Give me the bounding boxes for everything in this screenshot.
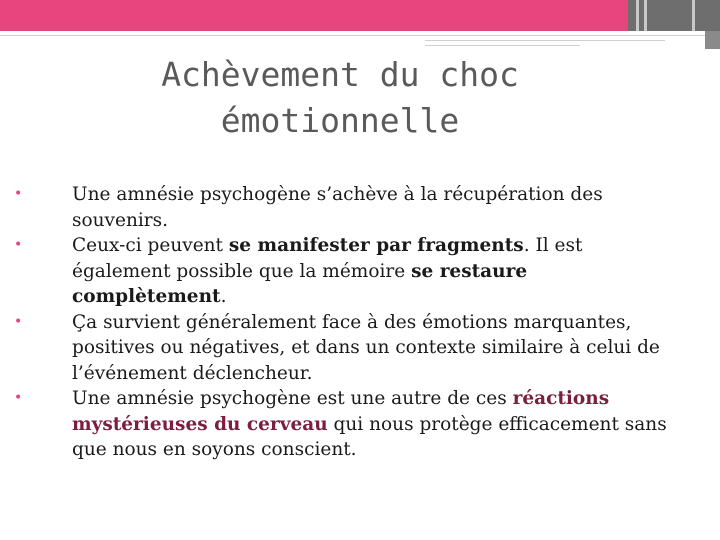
slide-title-line-2: émotionnelle: [220, 101, 460, 140]
header-accent-bar: [0, 0, 628, 31]
bullet-item: [14, 182, 684, 233]
bullet-dot-icon: •: [14, 390, 23, 406]
bullet-item: [14, 233, 684, 310]
slide-title-line-1: Achèvement du choc: [161, 55, 519, 94]
header-rule: [425, 40, 665, 41]
bullet-text-segment: Une amnésie psychogène est une autre de ces: [72, 388, 513, 409]
bullet-dot-icon: •: [14, 186, 23, 202]
slide-title: [60, 52, 620, 144]
header-rule: [425, 45, 580, 46]
header-corner-strip: [705, 31, 720, 49]
bullet-text-segment: Ceux-ci peuvent: [72, 235, 229, 256]
bullet-dot-icon: •: [14, 237, 23, 253]
bullet-text-segment: réactions mystérieuses du cerveau: [72, 388, 610, 435]
bullet-text-segment: .: [220, 286, 227, 307]
bullet-text-segment: . Il est également possible que la mémoire: [72, 235, 583, 282]
bullet-item: [14, 386, 684, 463]
bullet-text-segment: Une amnésie psychogène s’achève à la récupération des souvenirs.: [72, 184, 603, 231]
bullet-text-segment: se manifester par fragments: [228, 235, 524, 256]
bullet-text-segment: Ça survient généralement face à des émotions marquantes, positives ou négatives, et dans un contexte similaire à celui de l’événement déclencheur.: [72, 311, 660, 384]
header-gray-block: [628, 0, 720, 31]
header-stripe: [636, 0, 639, 31]
bullet-text-segment: se restaure complètement: [72, 260, 528, 307]
header-rule: [0, 35, 720, 36]
bullet-text-segment: qui nous protège efficacement sans que nous en soyons conscient.: [72, 413, 667, 460]
header-band: [0, 0, 720, 32]
bullet-dot-icon: •: [14, 313, 23, 330]
header-stripe: [692, 0, 695, 31]
header-stripe: [644, 0, 647, 31]
bullet-list: [14, 182, 684, 463]
bullet-item: [14, 310, 684, 387]
